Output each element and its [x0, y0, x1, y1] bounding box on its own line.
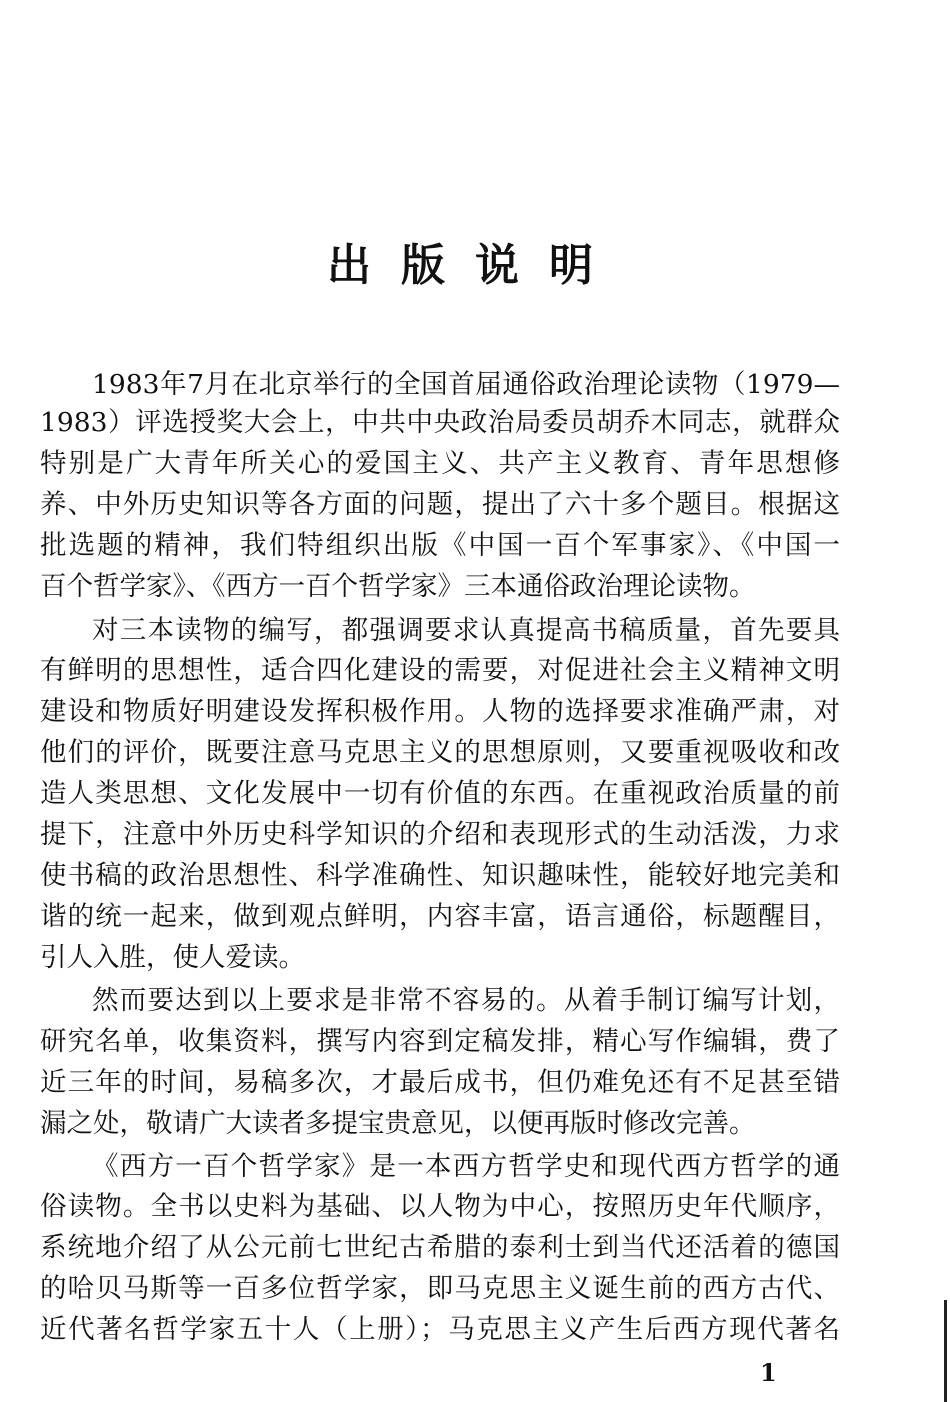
text-line-3: 特别是广大青年所关心的爱国主义、共产主义教育、青年思想修 [40, 449, 840, 479]
text-line-17: 研究名单，收集资料，撰写内容到定稿发排，精心写作编辑，费了 [40, 1027, 840, 1057]
text-line-12: 提下，注意中外历史科学知识的介绍和表现形式的生动活泼，力求 [40, 820, 840, 850]
text-line-22: 系统地介绍了从公元前七世纪古希腊的泰利士到当代还活着的德国 [40, 1233, 840, 1263]
text-line-4: 养、中外历史知识等各方面的问题，提出了六十多个题目。根据这 [40, 490, 840, 520]
text-line-23: 的哈贝马斯等一百多位哲学家，即马克思主义诞生前的西方古代、 [40, 1274, 840, 1304]
text-line-6: 百个哲学家》、《西方一百个哲学家》三本通俗政治理论读物。 [40, 572, 756, 602]
text-line-16: 然而要达到以上要求是非常不容易的。从着手制订编写计划， [92, 986, 840, 1016]
text-line-9: 建设和物质好明建设发挥积极作用。人物的选择要求准确严肃，对 [40, 697, 840, 727]
text-line-14: 谐的统一起来，做到观点鲜明，内容丰富，语言通俗，标题醒目， [40, 902, 840, 932]
text-line-20: 《西方一百个哲学家》是一本西方哲学史和现代西方哲学的通 [92, 1152, 840, 1182]
scan-edge-mark [944, 1300, 947, 1402]
text-line-18: 近三年的时间，易稿多次，才最后成书，但仍难免还有不足甚至错 [40, 1068, 840, 1098]
text-line-19: 漏之处，敬请广大读者多提宝贵意见，以便再版时修改完善。 [40, 1109, 756, 1139]
text-line-8: 有鲜明的思想性，适合四化建设的需要，对促进社会主义精神文明 [40, 656, 840, 686]
text-line-1: 1983年7月在北京举行的全国首届通俗政治理论读物（1979— [92, 370, 840, 400]
text-line-15: 引人入胜，使人爱读。 [40, 943, 305, 973]
text-line-11: 造人类思想、文化发展中一切有价值的东西。在重视政治质量的前 [40, 779, 840, 809]
text-line-10: 他们的评价，既要注意马克思主义的思想原则，又要重视吸收和改 [40, 738, 840, 768]
page-title: 出版说明 [327, 240, 623, 291]
text-line-2: 1983）评选授奖大会上，中共中央政治局委员胡乔木同志，就群众 [40, 408, 840, 438]
text-line-24: 近代著名哲学家五十人（上册）；马克思主义产生后西方现代著名 [40, 1315, 840, 1345]
text-line-13: 使书稿的政治思想性、科学准确性、知识趣味性，能较好地完美和 [40, 861, 840, 891]
text-line-5: 批选题的精神，我们特组织出版《中国一百个军事家》、《中国一 [40, 531, 840, 561]
page-number: 1 [760, 1358, 777, 1387]
text-line-21: 俗读物。全书以史料为基础、以人物为中心，按照历史年代顺序， [40, 1192, 840, 1222]
text-line-7: 对三本读物的编写，都强调要求认真提高书稿质量，首先要具 [92, 616, 840, 646]
